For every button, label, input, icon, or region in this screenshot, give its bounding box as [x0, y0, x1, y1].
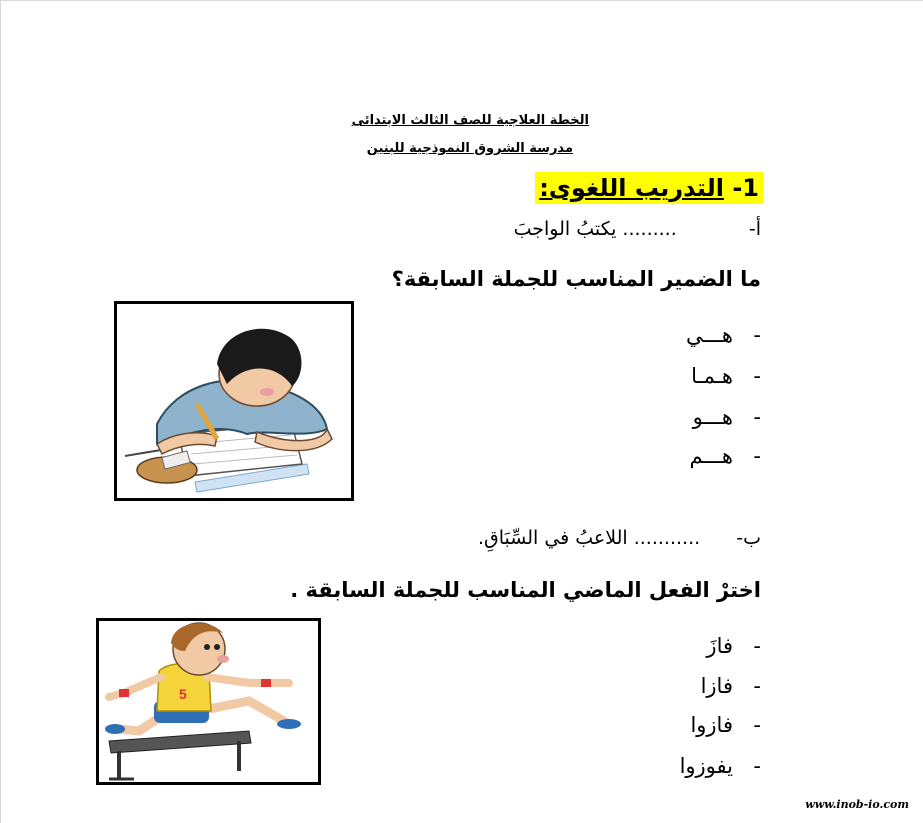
header-plan-title: الخطة العلاجية للصف الثالث الابتدائى [351, 113, 589, 128]
option-b-3-bullet: - [753, 713, 761, 737]
option-a-4-bullet: - [753, 444, 761, 468]
option-a-1[interactable] [686, 323, 761, 347]
footer-url[interactable]: www.inob-io.com [805, 798, 909, 811]
option-b-2-label: فازا [700, 674, 733, 698]
svg-text:5: 5 [179, 686, 187, 702]
section-number: 1- [732, 174, 759, 202]
option-a-3[interactable] [693, 405, 761, 429]
boy-hurdle-runner-icon [99, 621, 318, 782]
question-b-text: ........... اللاعبُ في السِّبَاقِ. [477, 527, 701, 549]
option-a-4-label: هـــم [689, 444, 733, 468]
option-b-1[interactable] [706, 634, 761, 658]
option-a-2-label: هـمـا [691, 364, 733, 388]
option-b-4-bullet: - [753, 754, 761, 778]
page-edge-top [0, 0, 923, 1]
option-b-1-bullet: - [753, 634, 761, 658]
option-b-3-label: فازوا [690, 713, 733, 737]
option-a-3-label: هـــو [692, 405, 733, 429]
option-a-1-label: هـــي [685, 323, 733, 347]
option-b-2-bullet: - [753, 674, 761, 698]
section-title-text: التدريب اللغوى: [539, 174, 724, 202]
option-b-2[interactable] [701, 674, 761, 698]
boy-writing-image [114, 301, 354, 501]
option-b-1-label: فازَ [706, 634, 733, 658]
question-b-letter: ب- [736, 527, 761, 549]
option-a-2[interactable] [691, 364, 761, 388]
header-school-name: مدرسة الشروق النموذجية للبنين [366, 141, 573, 156]
option-a-4[interactable] [689, 444, 761, 468]
boy-hurdle-image [96, 618, 321, 785]
question-b-prompt: اخترْ الفعل الماضي المناسب للجملة السابقة . [290, 578, 761, 602]
option-b-4-label: يفوزوا [679, 754, 733, 778]
option-a-3-bullet: - [753, 405, 761, 429]
option-a-1-bullet: - [753, 323, 761, 347]
option-a-2-bullet: - [753, 364, 761, 388]
question-a-letter: أ- [748, 218, 761, 240]
question-a-prompt: ما الضمير المناسب للجملة السابقة؟ [391, 267, 761, 291]
option-b-3[interactable] [690, 713, 761, 737]
boy-writing-icon [117, 304, 351, 498]
question-a-text: ......... يكتبُ الواجبَ [513, 218, 677, 240]
question-b-sentence [478, 527, 761, 549]
page-edge-left [0, 0, 1, 823]
option-b-4[interactable] [680, 754, 761, 778]
section-title [535, 172, 763, 204]
question-a-sentence [514, 218, 761, 240]
